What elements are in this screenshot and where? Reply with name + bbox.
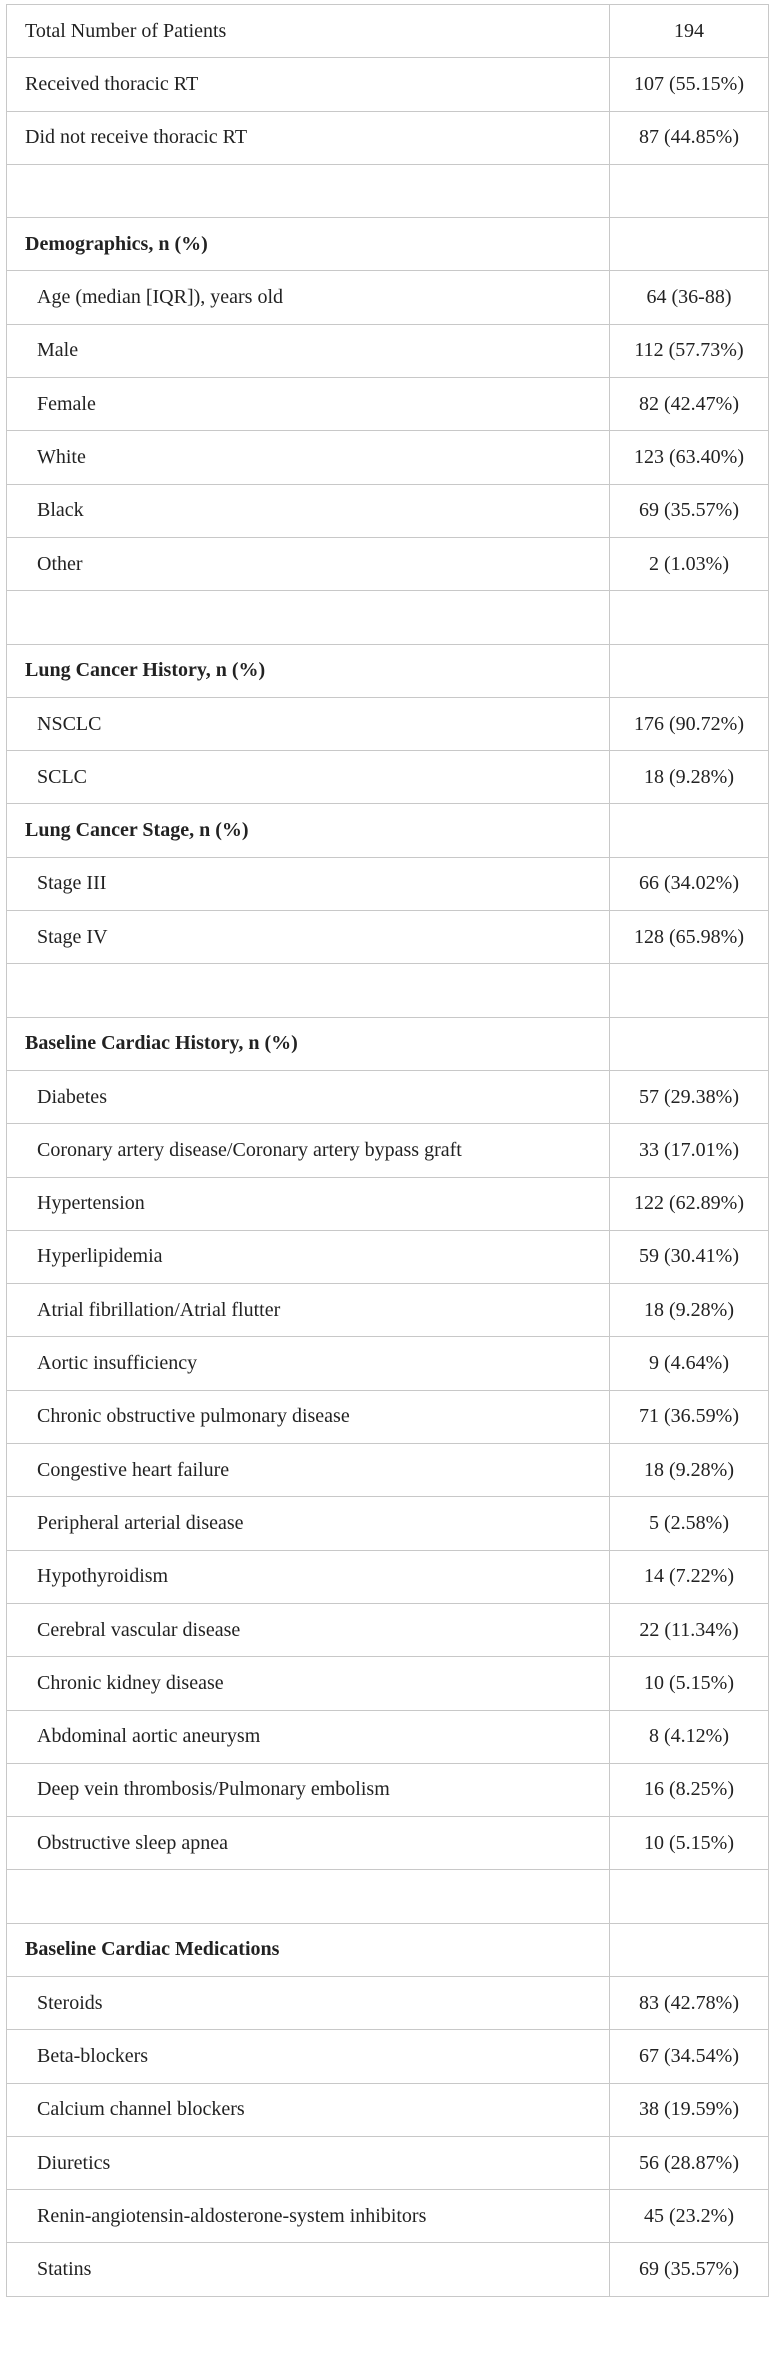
- table-row: [7, 2190, 769, 2243]
- table-body: [7, 5, 769, 2297]
- table-row: [7, 2136, 769, 2189]
- row-label: Hypothyroidism: [7, 1550, 610, 1603]
- table-row: [7, 271, 769, 324]
- row-value: 64 (36-88): [610, 271, 769, 324]
- table-row: [7, 1284, 769, 1337]
- row-label: Hypertension: [7, 1177, 610, 1230]
- section-title: Lung Cancer Stage, n (%): [7, 804, 610, 857]
- row-label: Other: [7, 537, 610, 590]
- row-label: Age (median [IQR]), years old: [7, 271, 610, 324]
- table-row: [7, 1817, 769, 1870]
- row-value: 2 (1.03%): [610, 537, 769, 590]
- table-row: [7, 1976, 769, 2029]
- table-row: [7, 2030, 769, 2083]
- table-row: [7, 1710, 769, 1763]
- row-value: 69 (35.57%): [610, 2243, 769, 2296]
- row-label: Hyperlipidemia: [7, 1230, 610, 1283]
- row-label: [7, 964, 610, 1017]
- table-row: [7, 1124, 769, 1177]
- section-title: Demographics, n (%): [7, 218, 610, 271]
- table-row: [7, 324, 769, 377]
- row-label: Chronic obstructive pulmonary disease: [7, 1390, 610, 1443]
- row-value: 83 (42.78%): [610, 1976, 769, 2029]
- row-label: Cerebral vascular disease: [7, 1603, 610, 1656]
- row-label: Chronic kidney disease: [7, 1657, 610, 1710]
- row-value: 18 (9.28%): [610, 751, 769, 804]
- row-label: Abdominal aortic aneurysm: [7, 1710, 610, 1763]
- row-value: [610, 1923, 769, 1976]
- row-label: [7, 164, 610, 217]
- row-value: 176 (90.72%): [610, 697, 769, 750]
- row-label: Diabetes: [7, 1070, 610, 1123]
- spacer-row: [7, 1870, 769, 1923]
- patient-characteristics-table: [6, 4, 769, 2297]
- table-row: [7, 111, 769, 164]
- row-value: 56 (28.87%): [610, 2136, 769, 2189]
- row-value: [610, 964, 769, 1017]
- row-value: 9 (4.64%): [610, 1337, 769, 1390]
- row-value: 87 (44.85%): [610, 111, 769, 164]
- spacer-row: [7, 164, 769, 217]
- row-value: 112 (57.73%): [610, 324, 769, 377]
- table-row: [7, 751, 769, 804]
- section-header-row: [7, 1017, 769, 1070]
- section-title: Baseline Cardiac Medications: [7, 1923, 610, 1976]
- row-label: Peripheral arterial disease: [7, 1497, 610, 1550]
- table-row: [7, 5, 769, 58]
- row-value: 57 (29.38%): [610, 1070, 769, 1123]
- row-label: Received thoracic RT: [7, 58, 610, 111]
- table-row: [7, 1390, 769, 1443]
- row-label: Deep vein thrombosis/Pulmonary embolism: [7, 1763, 610, 1816]
- table-row: [7, 1657, 769, 1710]
- row-label: Statins: [7, 2243, 610, 2296]
- row-label: Beta-blockers: [7, 2030, 610, 2083]
- row-label: Renin-angiotensin-aldosterone-system inhibitors: [7, 2190, 610, 2243]
- table-row: [7, 2083, 769, 2136]
- table-row: [7, 1070, 769, 1123]
- table-row: [7, 1230, 769, 1283]
- row-label: Congestive heart failure: [7, 1444, 610, 1497]
- spacer-row: [7, 964, 769, 1017]
- row-value: 14 (7.22%): [610, 1550, 769, 1603]
- row-label: Aortic insufficiency: [7, 1337, 610, 1390]
- row-value: 18 (9.28%): [610, 1284, 769, 1337]
- row-label: SCLC: [7, 751, 610, 804]
- row-value: 123 (63.40%): [610, 431, 769, 484]
- row-label: Did not receive thoracic RT: [7, 111, 610, 164]
- table-row: [7, 1550, 769, 1603]
- row-value: [610, 804, 769, 857]
- table-row: [7, 1763, 769, 1816]
- row-label: Total Number of Patients: [7, 5, 610, 58]
- row-label: [7, 591, 610, 644]
- row-value: 59 (30.41%): [610, 1230, 769, 1283]
- section-header-row: [7, 644, 769, 697]
- table-row: [7, 58, 769, 111]
- row-value: 33 (17.01%): [610, 1124, 769, 1177]
- row-label: Obstructive sleep apnea: [7, 1817, 610, 1870]
- row-value: 10 (5.15%): [610, 1817, 769, 1870]
- row-label: White: [7, 431, 610, 484]
- row-label: [7, 1870, 610, 1923]
- row-label: Calcium channel blockers: [7, 2083, 610, 2136]
- table-row: [7, 1444, 769, 1497]
- table-row: [7, 484, 769, 537]
- row-value: 82 (42.47%): [610, 378, 769, 431]
- table-row: [7, 1177, 769, 1230]
- row-value: 66 (34.02%): [610, 857, 769, 910]
- row-value: 38 (19.59%): [610, 2083, 769, 2136]
- row-label: Atrial fibrillation/Atrial flutter: [7, 1284, 610, 1337]
- row-label: NSCLC: [7, 697, 610, 750]
- row-value: 18 (9.28%): [610, 1444, 769, 1497]
- row-label: Diuretics: [7, 2136, 610, 2189]
- row-label: Stage III: [7, 857, 610, 910]
- row-label: Male: [7, 324, 610, 377]
- table-row: [7, 378, 769, 431]
- row-value: 128 (65.98%): [610, 911, 769, 964]
- row-value: 45 (23.2%): [610, 2190, 769, 2243]
- row-label: Female: [7, 378, 610, 431]
- row-value: 122 (62.89%): [610, 1177, 769, 1230]
- row-label: Black: [7, 484, 610, 537]
- section-title: Lung Cancer History, n (%): [7, 644, 610, 697]
- row-value: [610, 1870, 769, 1923]
- row-label: Coronary artery disease/Coronary artery bypass graft: [7, 1124, 610, 1177]
- row-value: [610, 1017, 769, 1070]
- row-value: 10 (5.15%): [610, 1657, 769, 1710]
- table-row: [7, 697, 769, 750]
- section-header-row: [7, 804, 769, 857]
- spacer-row: [7, 591, 769, 644]
- table-row: [7, 1337, 769, 1390]
- row-value: 67 (34.54%): [610, 2030, 769, 2083]
- row-value: [610, 164, 769, 217]
- row-value: 194: [610, 5, 769, 58]
- table-row: [7, 1603, 769, 1656]
- section-title: Baseline Cardiac History, n (%): [7, 1017, 610, 1070]
- row-value: 8 (4.12%): [610, 1710, 769, 1763]
- row-label: Steroids: [7, 1976, 610, 2029]
- row-value: 107 (55.15%): [610, 58, 769, 111]
- row-label: Stage IV: [7, 911, 610, 964]
- row-value: 16 (8.25%): [610, 1763, 769, 1816]
- table-row: [7, 2243, 769, 2296]
- table-row: [7, 537, 769, 590]
- row-value: 69 (35.57%): [610, 484, 769, 537]
- row-value: 22 (11.34%): [610, 1603, 769, 1656]
- row-value: [610, 644, 769, 697]
- row-value: [610, 591, 769, 644]
- table-row: [7, 431, 769, 484]
- table-row: [7, 911, 769, 964]
- row-value: 5 (2.58%): [610, 1497, 769, 1550]
- table-row: [7, 1497, 769, 1550]
- section-header-row: [7, 218, 769, 271]
- table-row: [7, 857, 769, 910]
- row-value: [610, 218, 769, 271]
- row-value: 71 (36.59%): [610, 1390, 769, 1443]
- section-header-row: [7, 1923, 769, 1976]
